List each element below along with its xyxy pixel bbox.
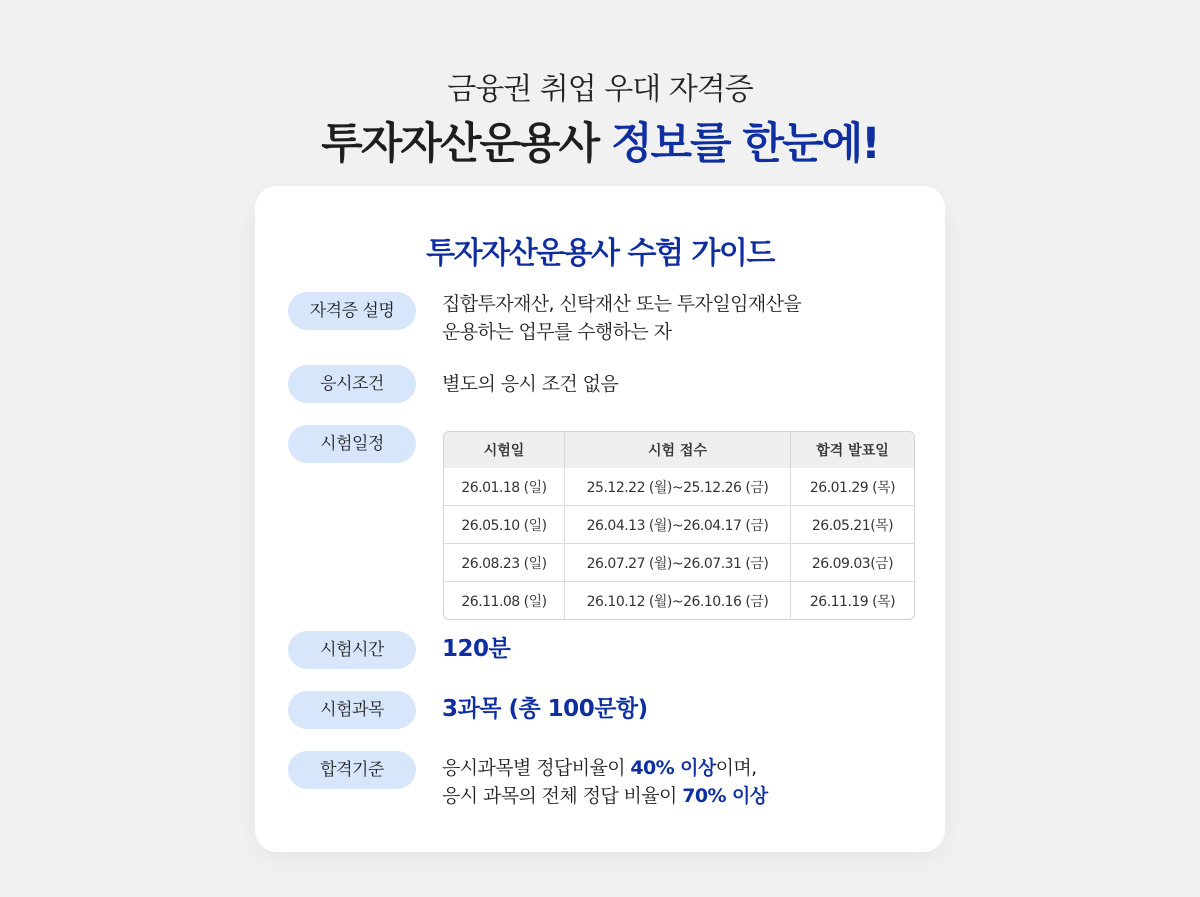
schedule-header-row <box>444 432 914 468</box>
passing-line-2 <box>442 782 767 810</box>
table-row <box>444 581 914 619</box>
description-line-1: 집합투자재산, 신탁재산 또는 투자일임재산을 <box>442 293 802 315</box>
table-cell: 26.10.12 (월)~26.10.16 (금) <box>565 581 791 619</box>
table-row <box>444 543 914 581</box>
table-row <box>444 468 914 505</box>
subjects-value: 3과목 (총 100문항) <box>442 696 648 722</box>
table-cell: 26.09.03(금) <box>791 543 914 581</box>
card-title: 투자자산운용사 수험 가이드 <box>426 236 774 271</box>
label-pill-passing: 합격기준 <box>288 751 416 789</box>
label-pill-eligibility: 응시조건 <box>288 365 416 403</box>
label-pill-subjects: 시험과목 <box>288 691 416 729</box>
table-cell: 26.01.29 (목) <box>809 479 896 496</box>
label-pill-description: 자격증 설명 <box>288 292 416 330</box>
passing-line-1-text: 응시과목별 정답비율이 <box>442 757 631 779</box>
table-cell: 26.07.27 (월)~26.07.31 (금) <box>565 543 791 581</box>
label-pill-duration: 시험시간 <box>288 631 416 669</box>
table-cell: 26.11.08 (일) <box>444 581 565 619</box>
schedule-header-registration: 시험 접수 <box>565 432 791 468</box>
page-title <box>0 110 1200 171</box>
schedule-header-exam-date: 시험일 <box>444 432 565 468</box>
description-line-2: 운용하는 업무를 수행하는 자 <box>442 321 672 343</box>
page-subtitle: 금융권 취업 우대 자격증 <box>447 72 753 107</box>
page-title-main: 투자자산운용사 <box>321 119 611 169</box>
passing-line-1 <box>442 754 767 782</box>
description-value <box>442 290 801 346</box>
schedule-header-result-date: 합격 발표일 <box>791 432 914 468</box>
schedule-table <box>443 431 915 620</box>
passing-value <box>442 754 767 810</box>
eligibility-value: 별도의 응시 조건 없음 <box>442 373 619 395</box>
table-cell: 26.05.10 (일) <box>444 505 565 543</box>
duration-value: 120분 <box>442 636 511 662</box>
table-cell: 26.01.18 (일) <box>444 468 565 505</box>
passing-line-2-text: 응시 과목의 전체 정답 비율이 <box>442 785 683 807</box>
page-title-accent: 정보를 한눈에! <box>610 119 879 169</box>
table-cell: 26.11.19 (목) <box>791 581 914 619</box>
table-row <box>444 505 914 543</box>
passing-threshold-subject: 40% 이상 <box>630 757 716 779</box>
label-pill-schedule: 시험일정 <box>288 425 416 463</box>
table-cell: 26.04.13 (월)~26.04.17 (금) <box>565 505 791 543</box>
table-cell: 26.08.23 (일) <box>444 543 565 581</box>
table-cell: 25.12.22 (월)~25.12.26 (금) <box>565 468 791 505</box>
guide-card <box>255 186 945 852</box>
passing-threshold-total: 70% 이상 <box>682 785 768 807</box>
passing-line-1-suffix: 이며, <box>715 757 757 779</box>
table-cell: 26.05.21(목) <box>791 505 914 543</box>
